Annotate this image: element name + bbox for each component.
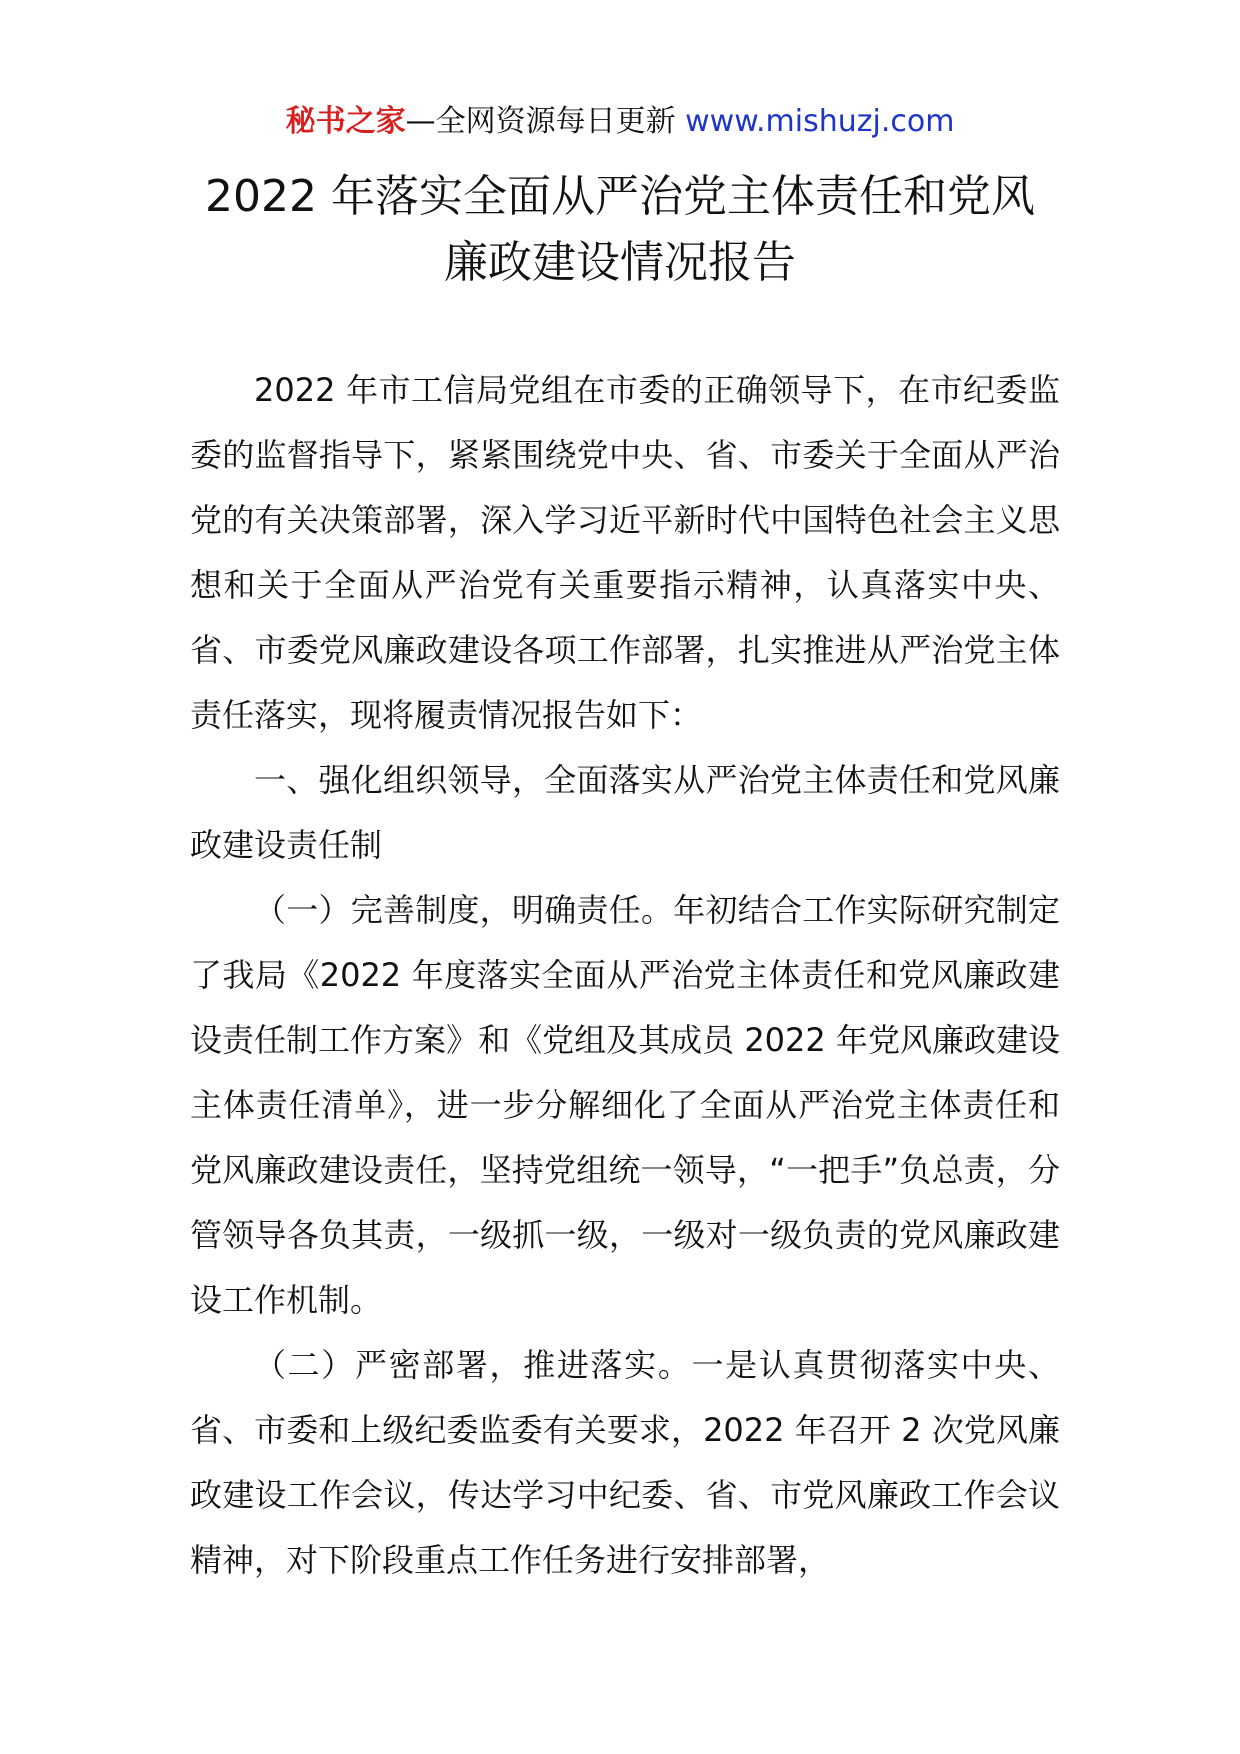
title-line-2: 廉政建设情况报告 xyxy=(444,237,796,288)
paragraph-subsection-2: （二）严密部署，推进落实。一是认真贯彻落实中央、省、市委和上级纪委监委有关要求，2022 年召开 2 次党风廉政建设工作会议，传达学习中纪委、省、市党风廉政工作会议精神，对下阶段重点工作任务进行安排部署， xyxy=(190,1346,1060,1579)
title-line-1: 2022 年落实全面从严治党主体责任和党风 xyxy=(205,171,1035,222)
paragraph-subsection-1: （一）完善制度，明确责任。年初结合工作实际研究制定了我局《2022 年度落实全面从严治党主体责任和党风廉政建设责任制工作方案》和《党组及其成员 2022 年党风廉政建设主体责任清单》，进一步分解细化了全面从严治党主体责任和党风廉政建设责任，坚持党组统一领导，“一把手”负总责，分管领导各负其责，一级抓一级，一级对一级负责的党风廉政建设工作机制。 xyxy=(190,891,1060,1319)
header-tagline: —全网资源每日更新 xyxy=(405,104,676,139)
document-title xyxy=(0,164,1240,296)
site-header xyxy=(0,102,1240,142)
brand-name: 秘书之家 xyxy=(285,104,406,139)
site-url-link[interactable]: www.mishuzj.com xyxy=(685,104,955,139)
document-body xyxy=(190,358,1060,1593)
paragraph-intro: 2022 年市工信局党组在市委的正确领导下，在市纪委监委的监督指导下，紧紧围绕党中央、省、市委关于全面从严治党的有关决策部署，深入学习近平新时代中国特色社会主义思想和关于全面从严治党有关重要指示精神，认真落实中央、省、市委党风廉政建设各项工作部署，扎实推进从严治党主体责任落实，现将履责情况报告如下： xyxy=(190,371,1060,734)
section-heading-1: 一、强化组织领导，全面落实从严治党主体责任和党风廉政建设责任制 xyxy=(190,761,1060,864)
